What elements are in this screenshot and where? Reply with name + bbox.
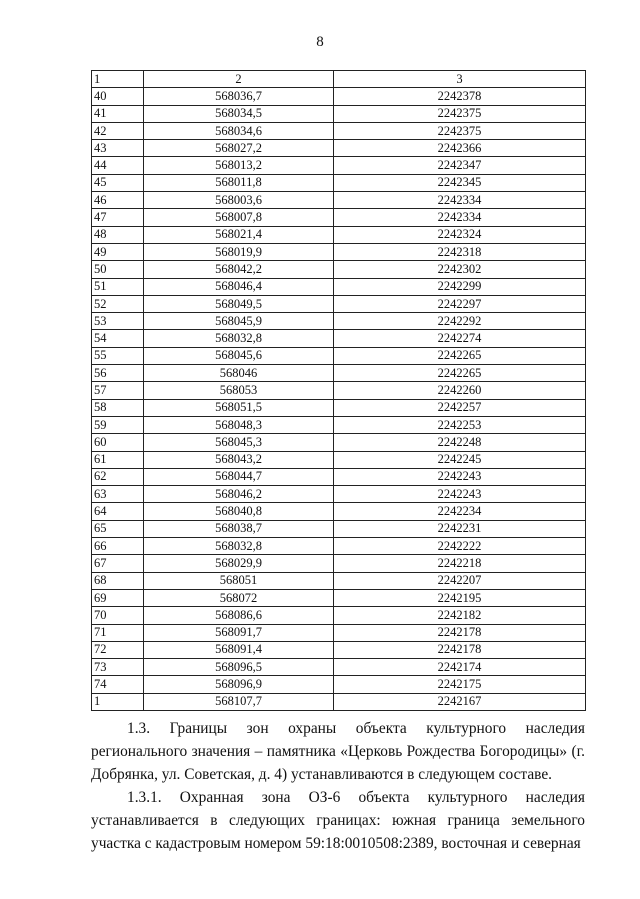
cell-x-coordinate: 568045,9 <box>144 313 334 330</box>
cell-x-coordinate: 568044,7 <box>144 468 334 485</box>
cell-x-coordinate: 568021,4 <box>144 226 334 243</box>
cell-point-number: 55 <box>92 347 144 364</box>
table-row <box>92 192 586 209</box>
table-row <box>92 140 586 157</box>
table-row <box>92 624 586 641</box>
table-row <box>92 226 586 243</box>
table-row <box>92 589 586 606</box>
table-row <box>92 641 586 658</box>
table-row <box>92 382 586 399</box>
cell-x-coordinate: 568049,5 <box>144 295 334 312</box>
table-row <box>92 468 586 485</box>
cell-y-coordinate: 2242347 <box>334 157 586 174</box>
cell-point-number: 56 <box>92 365 144 382</box>
cell-x-coordinate: 568019,9 <box>144 243 334 260</box>
cell-y-coordinate: 2242378 <box>334 88 586 105</box>
table-row <box>92 295 586 312</box>
cell-x-coordinate: 568051,5 <box>144 399 334 416</box>
cell-x-coordinate: 568007,8 <box>144 209 334 226</box>
table-row <box>92 538 586 555</box>
cell-x-coordinate: 568034,6 <box>144 122 334 139</box>
cell-y-coordinate: 2242234 <box>334 503 586 520</box>
cell-point-number: 50 <box>92 261 144 278</box>
cell-point-number: 69 <box>92 589 144 606</box>
cell-point-number: 63 <box>92 486 144 503</box>
cell-point-number: 74 <box>92 676 144 693</box>
cell-point-number: 40 <box>92 88 144 105</box>
table-body <box>92 88 586 711</box>
cell-y-coordinate: 2242243 <box>334 486 586 503</box>
cell-x-coordinate: 568032,8 <box>144 330 334 347</box>
cell-x-coordinate: 568036,7 <box>144 88 334 105</box>
cell-y-coordinate: 2242167 <box>334 693 586 710</box>
cell-y-coordinate: 2242292 <box>334 313 586 330</box>
table-row <box>92 330 586 347</box>
table-row <box>92 105 586 122</box>
table-row <box>92 676 586 693</box>
cell-x-coordinate: 568011,8 <box>144 174 334 191</box>
cell-y-coordinate: 2242243 <box>334 468 586 485</box>
cell-point-number: 65 <box>92 520 144 537</box>
cell-x-coordinate: 568096,5 <box>144 659 334 676</box>
cell-point-number: 57 <box>92 382 144 399</box>
cell-y-coordinate: 2242265 <box>334 347 586 364</box>
table-row <box>92 520 586 537</box>
cell-y-coordinate: 2242318 <box>334 243 586 260</box>
cell-y-coordinate: 2242222 <box>334 538 586 555</box>
cell-x-coordinate: 568048,3 <box>144 416 334 433</box>
cell-point-number: 70 <box>92 607 144 624</box>
cell-point-number: 52 <box>92 295 144 312</box>
cell-x-coordinate: 568043,2 <box>144 451 334 468</box>
cell-point-number: 43 <box>92 140 144 157</box>
paragraph-1-3-1: 1.3.1. Охранная зона ОЗ-6 объекта культурного наследия устанавливается в следующих границах: южная граница земельного участка с кадастровым номером 59:18:0010508:2389, восточная и северная <box>91 789 585 852</box>
cell-x-coordinate: 568096,9 <box>144 676 334 693</box>
cell-y-coordinate: 2242178 <box>334 641 586 658</box>
table-row <box>92 347 586 364</box>
cell-x-coordinate: 568013,2 <box>144 157 334 174</box>
table-row <box>92 693 586 710</box>
column-header-x: 2 <box>144 71 334 88</box>
table-row <box>92 416 586 433</box>
cell-x-coordinate: 568040,8 <box>144 503 334 520</box>
table-row <box>92 157 586 174</box>
cell-point-number: 62 <box>92 468 144 485</box>
cell-x-coordinate: 568051 <box>144 572 334 589</box>
cell-y-coordinate: 2242231 <box>334 520 586 537</box>
cell-x-coordinate: 568086,6 <box>144 607 334 624</box>
cell-point-number: 60 <box>92 434 144 451</box>
cell-y-coordinate: 2242345 <box>334 174 586 191</box>
table-row <box>92 659 586 676</box>
cell-point-number: 59 <box>92 416 144 433</box>
cell-y-coordinate: 2242265 <box>334 365 586 382</box>
cell-y-coordinate: 2242274 <box>334 330 586 347</box>
cell-point-number: 53 <box>92 313 144 330</box>
cell-point-number: 45 <box>92 174 144 191</box>
cell-x-coordinate: 568003,6 <box>144 192 334 209</box>
cell-point-number: 58 <box>92 399 144 416</box>
column-header-point-number: 1 <box>92 71 144 88</box>
cell-x-coordinate: 568045,3 <box>144 434 334 451</box>
cell-x-coordinate: 568091,4 <box>144 641 334 658</box>
cell-point-number: 54 <box>92 330 144 347</box>
cell-point-number: 66 <box>92 538 144 555</box>
cell-y-coordinate: 2242248 <box>334 434 586 451</box>
table-row <box>92 278 586 295</box>
cell-point-number: 46 <box>92 192 144 209</box>
cell-y-coordinate: 2242207 <box>334 572 586 589</box>
cell-point-number: 61 <box>92 451 144 468</box>
cell-y-coordinate: 2242253 <box>334 416 586 433</box>
cell-point-number: 42 <box>92 122 144 139</box>
cell-y-coordinate: 2242174 <box>334 659 586 676</box>
cell-y-coordinate: 2242324 <box>334 226 586 243</box>
cell-x-coordinate: 568034,5 <box>144 105 334 122</box>
table-row <box>92 313 586 330</box>
table-row <box>92 607 586 624</box>
cell-y-coordinate: 2242245 <box>334 451 586 468</box>
cell-point-number: 41 <box>92 105 144 122</box>
cell-point-number: 72 <box>92 641 144 658</box>
cell-x-coordinate: 568046,2 <box>144 486 334 503</box>
cell-x-coordinate: 568046,4 <box>144 278 334 295</box>
table-row <box>92 365 586 382</box>
table-row <box>92 572 586 589</box>
table-row <box>92 174 586 191</box>
cell-point-number: 48 <box>92 226 144 243</box>
table-row <box>92 486 586 503</box>
cell-x-coordinate: 568032,8 <box>144 538 334 555</box>
cell-point-number: 1 <box>92 693 144 710</box>
cell-y-coordinate: 2242375 <box>334 105 586 122</box>
table-row <box>92 451 586 468</box>
cell-y-coordinate: 2242195 <box>334 589 586 606</box>
paragraph-1-3: 1.3. Границы зон охраны объекта культурного наследия регионального значения – памятника «Церковь Рождества Богородицы» (г. Добрянка, ул. Советская, д. 4) устанавливаются в следующем составе. <box>91 720 585 783</box>
cell-y-coordinate: 2242260 <box>334 382 586 399</box>
cell-x-coordinate: 568029,9 <box>144 555 334 572</box>
cell-y-coordinate: 2242302 <box>334 261 586 278</box>
page-number: 8 <box>316 34 324 50</box>
table-row <box>92 209 586 226</box>
cell-point-number: 51 <box>92 278 144 295</box>
cell-x-coordinate: 568091,7 <box>144 624 334 641</box>
cell-y-coordinate: 2242257 <box>334 399 586 416</box>
cell-point-number: 44 <box>92 157 144 174</box>
cell-y-coordinate: 2242366 <box>334 140 586 157</box>
cell-y-coordinate: 2242334 <box>334 209 586 226</box>
cell-x-coordinate: 568053 <box>144 382 334 399</box>
cell-x-coordinate: 568046 <box>144 365 334 382</box>
table-row <box>92 503 586 520</box>
cell-x-coordinate: 568042,2 <box>144 261 334 278</box>
cell-y-coordinate: 2242175 <box>334 676 586 693</box>
table-row <box>92 399 586 416</box>
cell-x-coordinate: 568027,2 <box>144 140 334 157</box>
cell-x-coordinate: 568072 <box>144 589 334 606</box>
cell-y-coordinate: 2242297 <box>334 295 586 312</box>
cell-y-coordinate: 2242182 <box>334 607 586 624</box>
table-row <box>92 434 586 451</box>
table-row <box>92 122 586 139</box>
cell-point-number: 67 <box>92 555 144 572</box>
column-header-y: 3 <box>334 71 586 88</box>
cell-y-coordinate: 2242218 <box>334 555 586 572</box>
table-header-row <box>92 71 586 88</box>
cell-y-coordinate: 2242299 <box>334 278 586 295</box>
table-row <box>92 243 586 260</box>
table-row <box>92 555 586 572</box>
cell-y-coordinate: 2242375 <box>334 122 586 139</box>
cell-point-number: 64 <box>92 503 144 520</box>
table-row <box>92 261 586 278</box>
cell-point-number: 47 <box>92 209 144 226</box>
cell-y-coordinate: 2242178 <box>334 624 586 641</box>
cell-point-number: 73 <box>92 659 144 676</box>
cell-x-coordinate: 568038,7 <box>144 520 334 537</box>
cell-point-number: 68 <box>92 572 144 589</box>
cell-y-coordinate: 2242334 <box>334 192 586 209</box>
cell-x-coordinate: 568107,7 <box>144 693 334 710</box>
table-row <box>92 88 586 105</box>
cell-point-number: 49 <box>92 243 144 260</box>
cell-point-number: 71 <box>92 624 144 641</box>
coordinates-table <box>91 70 586 711</box>
cell-x-coordinate: 568045,6 <box>144 347 334 364</box>
